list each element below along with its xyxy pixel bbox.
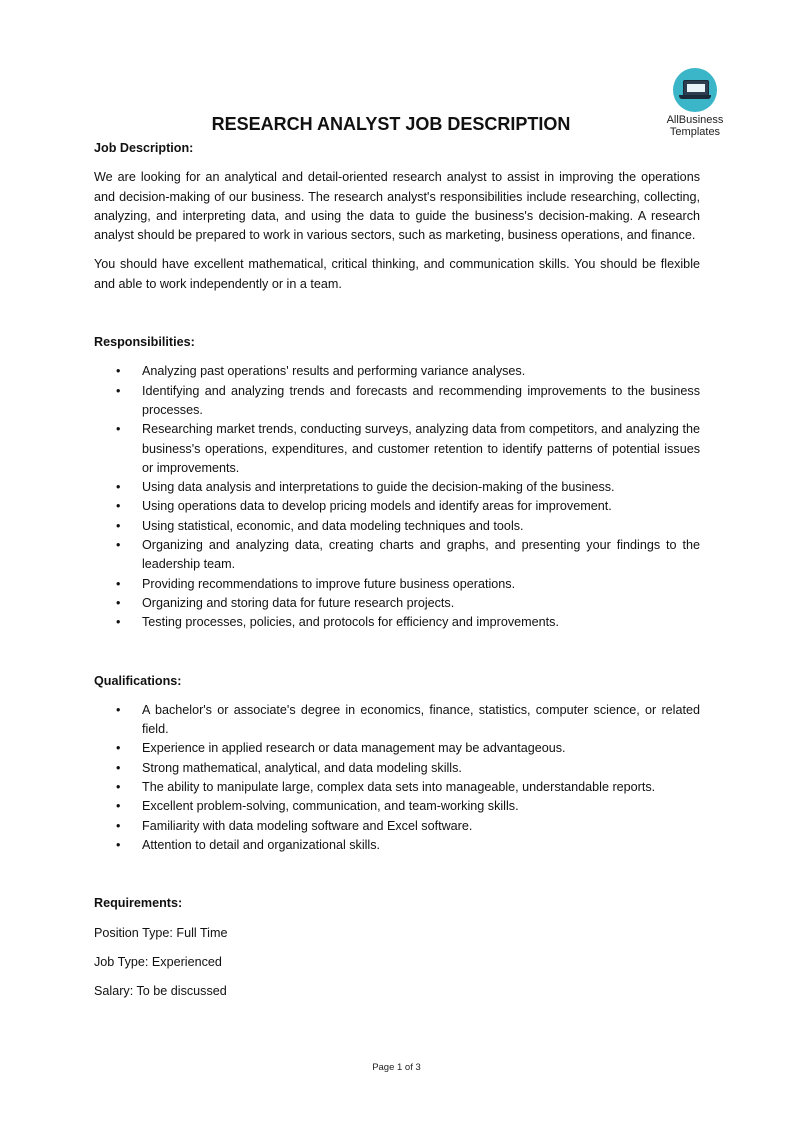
list-item: • Using statistical, economic, and data modeling techniques and tools. — [94, 517, 700, 536]
bullet-icon: • — [116, 741, 121, 756]
requirements-heading: Requirements: — [94, 896, 183, 911]
logo-text-line1: AllBusiness — [666, 114, 724, 126]
qualifications-list — [94, 701, 700, 855]
list-item: • Experience in applied research or data management may be advantageous. — [94, 739, 700, 758]
responsibilities-heading: Responsibilities: — [94, 335, 195, 350]
bullet-icon: • — [116, 780, 121, 795]
list-item: • Using data analysis and interpretations to guide the decision-making of the business. — [94, 478, 700, 497]
list-item: • Using operations data to develop pricing models and identify areas for improvement. — [94, 497, 700, 516]
bullet-icon: • — [116, 837, 121, 852]
page-number: Page 1 of 3 — [372, 1062, 421, 1073]
laptop-icon — [673, 68, 717, 112]
bullet-icon: • — [116, 595, 121, 610]
job-description-heading: Job Description: — [94, 141, 194, 155]
job-type: Job Type: Experienced — [94, 954, 222, 969]
list-item: • Excellent problem-solving, communication, and team-working skills. — [94, 797, 700, 816]
document-body — [94, 139, 700, 1001]
list-item: • Attention to detail and organizational skills. — [94, 836, 700, 855]
bullet-icon: • — [116, 576, 121, 591]
bullet-icon: • — [116, 518, 121, 533]
list-item: • Testing processes, policies, and protocols for efficiency and improvements. — [94, 613, 700, 632]
list-item: • Researching market trends, conducting surveys, analyzing data from competitors, and analyzing the business's operations, expenditures, and customer retention to identify patterns of potential issues or improvements. — [116, 422, 700, 475]
job-description-paragraph: You should have excellent mathematical, critical thinking, and communication skills. You should be flexible and able to work independently or in a team. — [94, 257, 700, 291]
bullet-icon: • — [116, 538, 121, 553]
responsibilities-list — [94, 362, 700, 632]
bullet-icon: • — [116, 422, 121, 437]
bullet-icon: • — [116, 383, 121, 398]
list-item: • Organizing and storing data for future research projects. — [94, 594, 700, 613]
bullet-icon: • — [116, 499, 121, 514]
list-item: • Strong mathematical, analytical, and data modeling skills. — [94, 759, 700, 778]
job-description-paragraph: We are looking for an analytical and detail-oriented research analyst to assist in improving the operations and decision-making of our business. The research analyst's responsibilities include researching, collecting, analyzing, and interpreting data, and using the data to guide the business's decision-making. A research analyst should be prepared to work in various sectors, such as marketing, business operations, and finance. — [94, 170, 700, 243]
list-item: • Analyzing past operations' results and performing variance analyses. — [94, 362, 700, 381]
bullet-icon: • — [116, 799, 121, 814]
position-type: Position Type: Full Time — [94, 925, 228, 940]
bullet-icon: • — [116, 760, 121, 775]
list-item: • A bachelor's or associate's degree in economics, finance, statistics, computer science, or related field. — [116, 702, 700, 737]
document-title: RESEARCH ANALYST JOB DESCRIPTION — [211, 114, 571, 134]
list-item: • The ability to manipulate large, complex data sets into manageable, understandable reports. — [94, 778, 700, 797]
list-item: • Organizing and analyzing data, creating charts and graphs, and presenting your findings to the leadership team. — [116, 538, 700, 572]
list-item: • Familiarity with data modeling software and Excel software. — [94, 817, 700, 836]
list-item: • Identifying and analyzing trends and forecasts and recommending improvements to the business processes. — [116, 383, 700, 417]
salary: Salary: To be discussed — [94, 984, 227, 999]
bullet-icon: • — [116, 364, 121, 379]
qualifications-heading: Qualifications: — [94, 673, 182, 688]
logo-text-line2: Templates — [669, 126, 721, 138]
bullet-icon: • — [116, 480, 121, 495]
bullet-icon: • — [116, 702, 121, 717]
list-item: • Providing recommendations to improve future business operations. — [94, 575, 700, 594]
bullet-icon: • — [116, 818, 121, 833]
bullet-icon: • — [116, 615, 121, 630]
